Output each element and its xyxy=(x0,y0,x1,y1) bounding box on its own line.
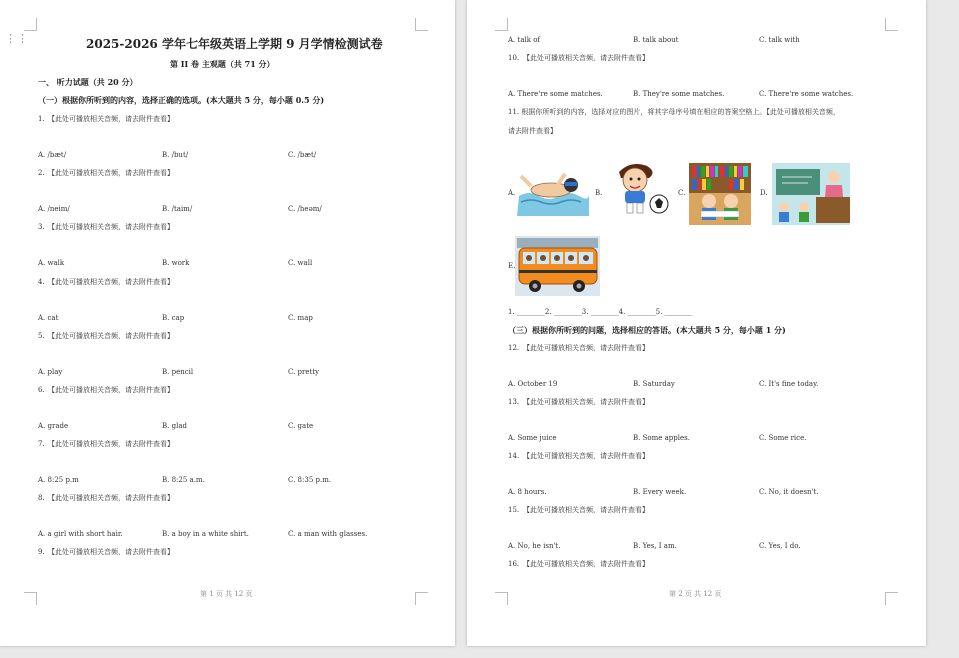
answer-blanks[interactable]: 1. ________2. ________3. ________4. ________5. ________ xyxy=(508,308,693,316)
option-c: C. There're some watches. xyxy=(759,90,854,98)
option-a: A. grade xyxy=(38,422,69,430)
option-b: B. glad xyxy=(162,422,187,430)
audio-note[interactable]: 【此处可播放相关音频，请去附件查看】 xyxy=(523,452,649,460)
part-heading: （一）根据你所听到的内容，选择正确的选项。(本大题共 5 分，每小题 0.5 分) xyxy=(38,95,325,105)
option-b: B. Every week. xyxy=(633,488,687,496)
question-number: 15. xyxy=(508,506,520,514)
option-a: A. talk of xyxy=(508,36,541,44)
option-a: A. /neim/ xyxy=(38,205,70,213)
crop-mark xyxy=(495,18,508,31)
crop-mark xyxy=(24,18,37,31)
question-number: 4. xyxy=(38,278,45,286)
option-c: C. Yes, I do. xyxy=(759,542,801,550)
picture-label: C. xyxy=(678,189,686,197)
option-c: C. pretty xyxy=(288,368,320,376)
question-number: 7. xyxy=(38,440,45,448)
audio-note[interactable]: 【此处可播放相关音频，请去附件查看】 xyxy=(48,548,174,556)
option-b: B. Saturday xyxy=(633,380,675,388)
option-c: C. 8:35 p.m. xyxy=(288,476,332,484)
option-c: C. /bæt/ xyxy=(288,151,317,159)
question-number: 2. xyxy=(38,169,45,177)
option-a: A. walk xyxy=(38,259,65,267)
crop-mark xyxy=(495,592,508,605)
question-number: 9. xyxy=(38,548,45,556)
page-title: 2025-2026 学年七年级英语上学期 9 月学情检测试卷 xyxy=(86,37,383,51)
audio-note[interactable]: 【此处可播放相关音频，请去附件查看】 xyxy=(48,278,174,286)
football-boy-picture xyxy=(607,160,673,216)
question-number: 16. xyxy=(508,560,520,568)
audio-note[interactable]: 【此处可播放相关音频，请去附件查看】 xyxy=(48,494,174,502)
paper-subtitle: 第 II 卷 主观题（共 71 分） xyxy=(170,59,275,69)
audio-note[interactable]: 【此处可播放相关音频，请去附件查看】 xyxy=(48,169,174,177)
option-c: C. Some rice. xyxy=(759,434,807,442)
picture-label: A. xyxy=(508,189,516,197)
question-number: 3. xyxy=(38,223,45,231)
audio-note[interactable]: 【此处可播放相关音频，请去附件查看】 xyxy=(48,386,174,394)
option-b: B. /but/ xyxy=(162,151,189,159)
option-a: A. 8:25 p.m xyxy=(38,476,79,484)
crop-mark xyxy=(415,592,428,605)
audio-note[interactable]: 【此处可播放相关音频，请去附件查看】 xyxy=(48,332,174,340)
picture-label: E. xyxy=(508,262,516,270)
part-heading: （三）根据你所听到的问题，选择相应的答语。(本大题共 5 分，每小题 1 分) xyxy=(508,325,786,335)
option-b: B. Yes, I am. xyxy=(633,542,677,550)
question-number: 5. xyxy=(38,332,45,340)
option-a: A. There're some matches. xyxy=(508,90,603,98)
school-bus-picture xyxy=(515,236,600,296)
crop-mark xyxy=(885,18,898,31)
option-b: B. Some apples. xyxy=(633,434,690,442)
document-page-2 xyxy=(467,0,926,646)
audio-note[interactable]: 【此处可播放相关音频，请去附件查看】 xyxy=(48,223,174,231)
option-c: C. a man with glasses. xyxy=(288,530,368,538)
audio-note[interactable]: 【此处可播放相关音频，请去附件查看】 xyxy=(523,560,649,568)
question-11-text-cont: 请去附件查看】 xyxy=(508,127,557,135)
audio-note[interactable]: 【此处可播放相关音频，请去附件查看】 xyxy=(48,115,174,123)
page-footer: 第 1 页 共 12 页 xyxy=(200,590,253,598)
question-number: 14. xyxy=(508,452,520,460)
question-number: 1. xyxy=(38,115,45,123)
option-b: B. a boy in a white shirt. xyxy=(162,530,249,538)
option-c: C. wall xyxy=(288,259,313,267)
option-c: C. /heəm/ xyxy=(288,205,322,213)
crop-mark xyxy=(885,592,898,605)
option-b: B. 8:25 a.m. xyxy=(162,476,205,484)
option-a: A. 8 hours. xyxy=(508,488,547,496)
library-picture xyxy=(689,163,751,225)
option-c: C. map xyxy=(288,314,313,322)
option-a: A. play xyxy=(38,368,63,376)
document-page-1 xyxy=(0,0,455,646)
audio-note[interactable]: 【此处可播放相关音频，请去附件查看】 xyxy=(48,440,174,448)
page-footer: 第 2 页 共 12 页 xyxy=(669,590,722,598)
section-heading: 一、 听力试题（共 20 分） xyxy=(38,77,138,87)
option-a: A. Some juice xyxy=(508,434,557,442)
picture-label: D. xyxy=(760,189,768,197)
option-b: B. /taim/ xyxy=(162,205,193,213)
audio-note[interactable]: 【此处可播放相关音频，请去附件查看】 xyxy=(523,398,649,406)
option-a: A. a girl with short hair. xyxy=(38,530,123,538)
option-b: B. They're some matches. xyxy=(633,90,725,98)
audio-note[interactable]: 【此处可播放相关音频，请去附件查看】 xyxy=(523,344,649,352)
option-b: B. cap xyxy=(162,314,185,322)
question-number: 10. xyxy=(508,54,520,62)
audio-note[interactable]: 【此处可播放相关音频，请去附件查看】 xyxy=(523,54,649,62)
question-number: 8. xyxy=(38,494,45,502)
option-c: C. It's fine today. xyxy=(759,380,819,388)
swimming-picture xyxy=(517,168,589,216)
question-number: 6. xyxy=(38,386,45,394)
crop-mark xyxy=(24,592,37,605)
option-b: B. pencil xyxy=(162,368,194,376)
option-c: C. No, it doesn't. xyxy=(759,488,819,496)
option-a: A. October 19 xyxy=(508,380,558,388)
picture-label: B. xyxy=(595,189,603,197)
option-b: B. work xyxy=(162,259,190,267)
option-c: C. gate xyxy=(288,422,314,430)
option-b: B. talk about xyxy=(633,36,679,44)
question-11-text: 11. 根据你所听到的内容，选择对应的图片，将其字母序号填在相应的答案空格上。【此处可播放相关音频， xyxy=(508,108,840,116)
drag-handle-icon[interactable]: ⋮⋮ xyxy=(5,32,29,45)
crop-mark xyxy=(415,18,428,31)
option-a: A. cat xyxy=(38,314,59,322)
option-a: A. /bæt/ xyxy=(38,151,67,159)
option-c: C. talk with xyxy=(759,36,800,44)
question-number: 13. xyxy=(508,398,520,406)
audio-note[interactable]: 【此处可播放相关音频，请去附件查看】 xyxy=(523,506,649,514)
option-a: A. No, he isn't. xyxy=(508,542,561,550)
question-number: 12. xyxy=(508,344,520,352)
classroom-picture xyxy=(772,163,850,225)
